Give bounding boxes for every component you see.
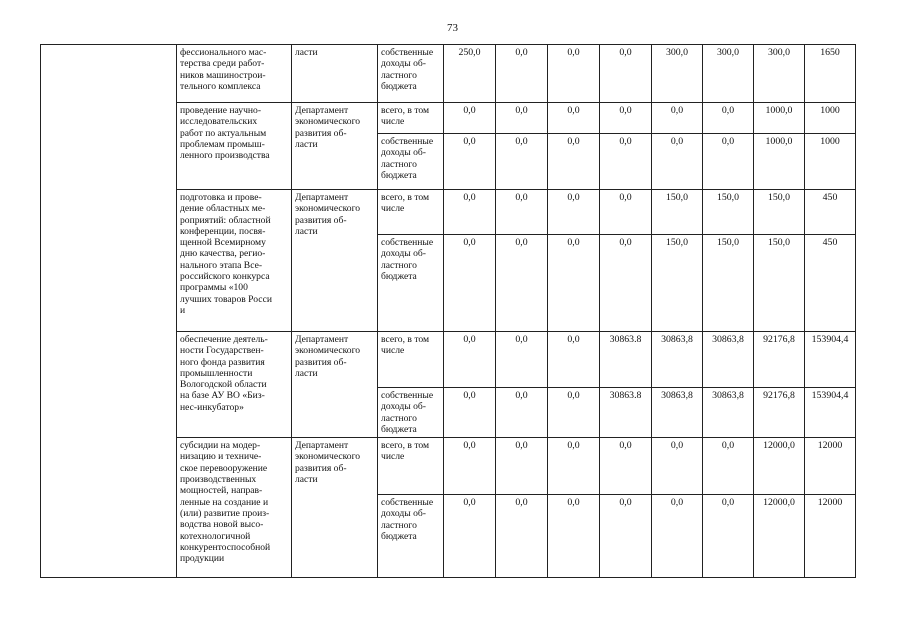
amount-cell: 0,0 [600,103,652,134]
amount-cell: 0,0 [444,388,496,438]
amount-cell: 0,0 [548,495,600,578]
amount-cell: 0,0 [548,45,600,103]
amount-cell: 0,0 [444,103,496,134]
amount-cell: 92176,8 [754,332,805,388]
amount-cell: 150,0 [754,190,805,235]
amount-cell: 1000,0 [754,134,805,190]
amount-cell: 30863.8 [600,388,652,438]
amount-cell: 0,0 [444,134,496,190]
amount-cell: 0,0 [548,332,600,388]
amount-cell: 0,0 [548,388,600,438]
amount-cell: 12000 [805,495,856,578]
funding-source-cell: всего, в том числе [378,103,444,134]
amount-cell: 153904,4 [805,332,856,388]
funding-source-cell: всего, в том числе [378,332,444,388]
amount-cell: 0,0 [652,103,703,134]
amount-cell: 92176,8 [754,388,805,438]
amount-cell: 0,0 [600,134,652,190]
amount-cell: 0,0 [652,134,703,190]
amount-cell: 153904,4 [805,388,856,438]
executor-cell: Департамент экономического развития об- ласти [292,438,378,578]
funding-source-cell: собственные доходы об- ластного бюджета [378,495,444,578]
table-row [41,45,856,103]
amount-cell: 300,0 [652,45,703,103]
amount-cell: 150,0 [703,235,754,332]
amount-cell: 0,0 [600,235,652,332]
amount-cell: 0,0 [444,495,496,578]
funding-source-cell: собственные доходы об- ластного бюджета [378,45,444,103]
amount-cell: 300,0 [703,45,754,103]
amount-cell: 300,0 [754,45,805,103]
amount-cell: 0,0 [496,235,548,332]
amount-cell: 0,0 [548,103,600,134]
amount-cell: 0,0 [600,190,652,235]
amount-cell: 0,0 [444,438,496,495]
executor-cell: ласти [292,45,378,103]
funding-source-cell: собственные доходы об- ластного бюджета [378,388,444,438]
amount-cell: 0,0 [496,495,548,578]
amount-cell: 30863.8 [600,332,652,388]
amount-cell: 1000,0 [754,103,805,134]
activity-cell: подготовка и прове- дение областных ме- роприятий: областной конференции, посвя- щенной Всемирному дню качества, регио- нального этапа Все- российского конкурса программы «100 лучших товаров Росси и [177,190,292,332]
amount-cell: 30863,8 [703,332,754,388]
funding-source-cell: собственные доходы об- ластного бюджета [378,235,444,332]
amount-cell: 0,0 [703,134,754,190]
amount-cell: 0,0 [600,438,652,495]
amount-cell: 250,0 [444,45,496,103]
amount-cell: 0,0 [496,388,548,438]
amount-cell: 30863,8 [703,388,754,438]
amount-cell: 1650 [805,45,856,103]
amount-cell: 1000 [805,134,856,190]
executor-cell: Департамент экономического развития об- ласти [292,190,378,332]
amount-cell: 1000 [805,103,856,134]
amount-cell: 0,0 [496,190,548,235]
executor-cell: Департамент экономического развития об- ласти [292,103,378,190]
amount-cell: 0,0 [496,438,548,495]
amount-cell: 0,0 [652,438,703,495]
amount-cell: 0,0 [496,332,548,388]
budget-table [40,44,856,578]
activity-cell: проведение научно- исследовательских работ по актуальным проблемам промыш- ленного производства [177,103,292,190]
amount-cell: 12000 [805,438,856,495]
amount-cell: 150,0 [703,190,754,235]
amount-cell: 0,0 [703,495,754,578]
amount-cell: 30863,8 [652,332,703,388]
amount-cell: 0,0 [444,190,496,235]
amount-cell: 0,0 [703,438,754,495]
table-body [41,45,856,578]
amount-cell: 0,0 [496,45,548,103]
amount-cell: 30863,8 [652,388,703,438]
activity-cell: субсидии на модер- низацию и техниче- ское перевооружение производственных мощностей, направ- ленные на создание и (или) развитие произ- водства новой высо- котехнологичной конкурентоспособной продукции [177,438,292,578]
amount-cell: 150,0 [754,235,805,332]
funding-source-cell: всего, в том числе [378,438,444,495]
executor-cell: Департамент экономического развития об- ласти [292,332,378,438]
amount-cell: 0,0 [703,103,754,134]
amount-cell: 12000,0 [754,495,805,578]
amount-cell: 150,0 [652,190,703,235]
amount-cell: 12000,0 [754,438,805,495]
amount-cell: 0,0 [600,45,652,103]
page-number: 73 [447,22,458,34]
activity-cell: фессионального мас- терства среди работ- ников машинострои- тельного комплекса [177,45,292,103]
amount-cell: 0,0 [548,235,600,332]
amount-cell: 0,0 [444,332,496,388]
amount-cell: 0,0 [548,190,600,235]
funding-source-cell: собственные доходы об- ластного бюджета [378,134,444,190]
activity-cell: обеспечение деятель- ности Государствен- ного фонда развития промышленности Вологодской области на базе АУ ВО «Биз- нес-инкубатор» [177,332,292,438]
amount-cell: 450 [805,235,856,332]
amount-cell: 0,0 [548,438,600,495]
funding-source-cell: всего, в том числе [378,190,444,235]
amount-cell: 150,0 [652,235,703,332]
amount-cell: 0,0 [496,134,548,190]
amount-cell: 0,0 [652,495,703,578]
blank-left-column [41,45,177,578]
amount-cell: 0,0 [548,134,600,190]
amount-cell: 0,0 [496,103,548,134]
amount-cell: 450 [805,190,856,235]
amount-cell: 0,0 [444,235,496,332]
amount-cell: 0,0 [600,495,652,578]
